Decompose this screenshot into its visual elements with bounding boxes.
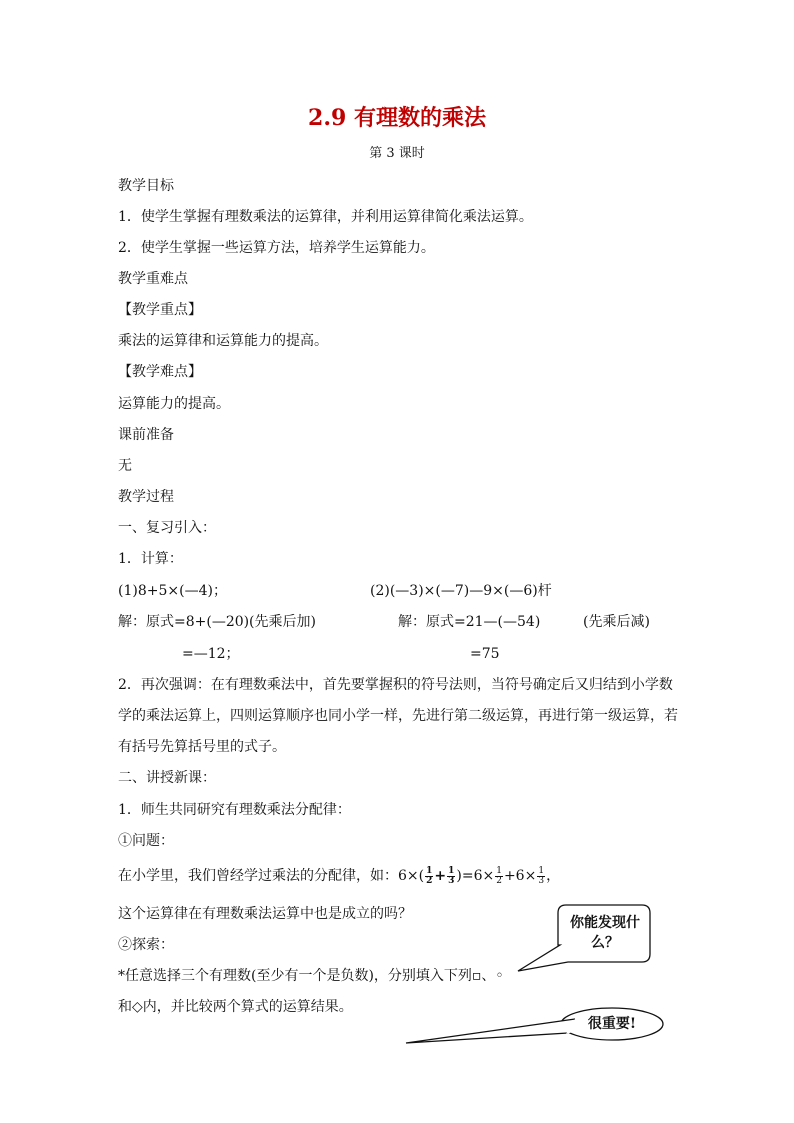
key-point: 乘法的运算律和运算能力的提高。 bbox=[118, 333, 328, 349]
lesson-subtitle: 第 3 课时 bbox=[369, 146, 425, 161]
solution-1-note: (先乘后加) bbox=[249, 614, 316, 630]
important-pointer bbox=[406, 1019, 575, 1043]
key-point-label: 【教学重点】 bbox=[118, 302, 202, 318]
explore-label: ②探索： bbox=[118, 937, 174, 953]
discover-callout: 你能发现什么？ bbox=[570, 915, 640, 951]
difficulty-label: 【教学难点】 bbox=[118, 364, 202, 380]
emphasis-line-1: 2．再次强调：在有理数乘法中，首先要掌握积的符号法则，当符号确定后又归结到小学数 bbox=[118, 677, 673, 693]
new-lesson-heading: 二、讲授新课： bbox=[118, 770, 216, 786]
holds-question: 这个运算律在有理数乘法运算中也是成立的吗？ bbox=[118, 906, 412, 922]
fraction-third-2: $\frac{1}{3}$ bbox=[538, 865, 545, 886]
prep-heading: 课前准备 bbox=[118, 427, 174, 443]
question-label: ①问题： bbox=[118, 833, 174, 849]
review-heading: 一、复习引入： bbox=[118, 520, 216, 536]
formula-prefix: 在小学里，我们曾经学过乘法的分配律，如：6×( bbox=[118, 868, 425, 884]
difficulty: 运算能力的提高。 bbox=[118, 396, 230, 412]
distributive-study: 1．师生共同研究有理数乘法分配律： bbox=[118, 802, 351, 818]
calc-label: 1．计算： bbox=[118, 551, 183, 567]
emphasis-line-2: 学的乘法运算上，四则运算顺序也同小学一样，先进行第二级运算，再进行第一级运算，若 bbox=[118, 708, 678, 724]
formula-end: ， bbox=[546, 868, 561, 884]
solution-2-note: (先乘后减) bbox=[583, 614, 650, 630]
result-2: =75 bbox=[470, 646, 500, 662]
prep: 无 bbox=[118, 458, 132, 474]
goal-1: 1．使学生掌握有理数乘法的运算律，并利用运算律简化乘法运算。 bbox=[118, 209, 533, 225]
key-heading: 教学重难点 bbox=[118, 271, 188, 287]
solution-1: 解：原式=8+(—20) bbox=[118, 614, 250, 630]
page-title: 2.9 有理数的乘法 bbox=[308, 105, 486, 131]
fraction-half: $\frac{1}{2}$ bbox=[426, 865, 433, 886]
emphasis-line-3: 有括号先算括号里的式子。 bbox=[118, 739, 286, 755]
result-1: =—12； bbox=[182, 646, 240, 662]
important-callout: 很重要! bbox=[587, 1016, 637, 1032]
goal-2: 2．使学生掌握一些运算方法，培养学生运算能力。 bbox=[118, 240, 435, 256]
process-heading: 教学过程 bbox=[118, 489, 174, 505]
choose-instruction: *任意选择三个有理数(至少有一个是负数)，分别填入下列▫、◦ bbox=[118, 968, 504, 984]
formula-tail: +6× bbox=[503, 868, 537, 884]
exercise-1: (1)8+5×(—4)； bbox=[118, 583, 227, 599]
solution-2: 解：原式=21—(—54) bbox=[398, 614, 541, 630]
formula-mid: )=6× bbox=[456, 868, 495, 884]
compare-instruction: 和◇内，并比较两个算式的运算结果。 bbox=[118, 999, 353, 1015]
distributive-formula-line: 在小学里，我们曾经学过乘法的分配律，如：6×( $\frac{1}{2}$ + $\frac{1}{3}$ )=6× $\frac{1}{2}$ +6× $\frac{1}{3}$ ， bbox=[118, 865, 561, 886]
exercise-2: (2)(—3)×(—7)—9×(—6)杆 bbox=[370, 583, 552, 599]
fraction-third: $\frac{1}{3}$ bbox=[448, 865, 455, 886]
fraction-half-2: $\frac{1}{2}$ bbox=[496, 865, 502, 886]
goals-heading: 教学目标 bbox=[118, 178, 174, 194]
